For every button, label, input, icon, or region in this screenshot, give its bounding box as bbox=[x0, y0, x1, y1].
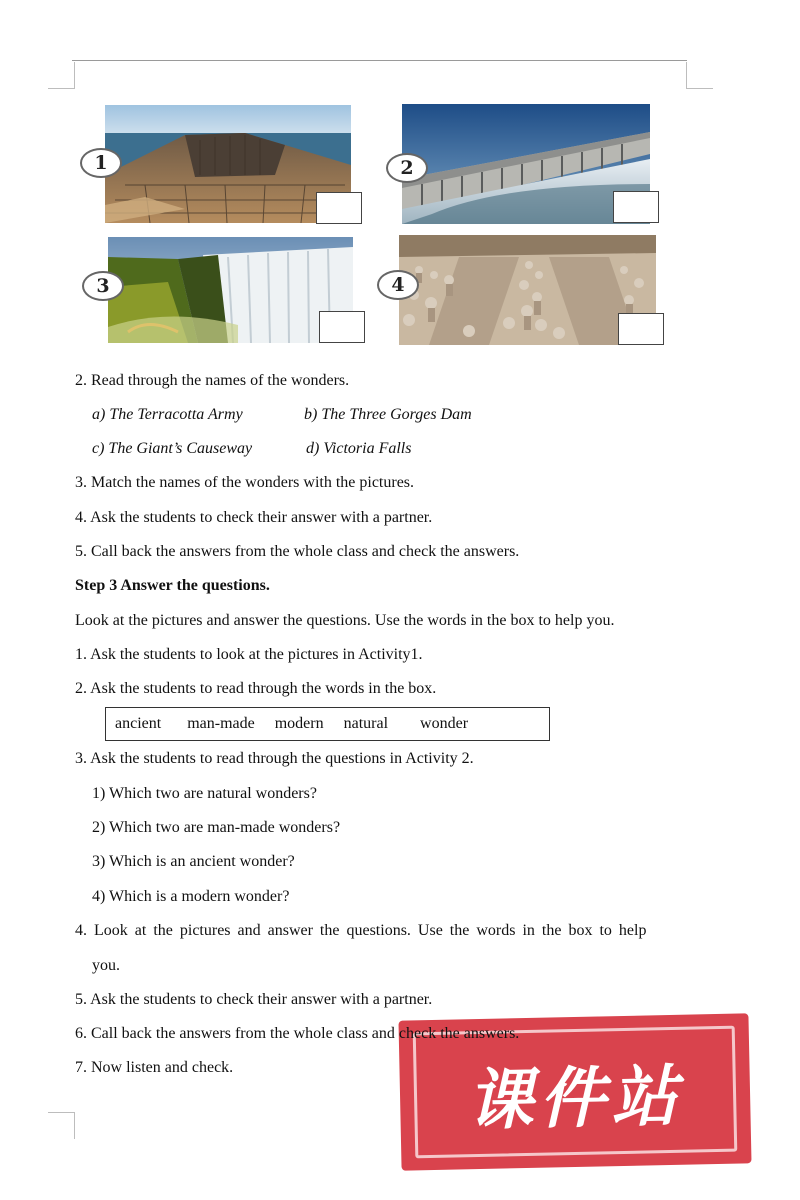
step3-item-6: 6. Call back the answers from the whole class and check the answers. bbox=[75, 1025, 520, 1042]
question-2: 2) Which two are man-made wonders? bbox=[92, 819, 341, 836]
answer-box-2[interactable] bbox=[613, 191, 659, 223]
step3-item-3: 3. Ask the students to read through the questions in Activity 2. bbox=[75, 750, 474, 767]
word-box bbox=[105, 707, 550, 741]
answer-box-4[interactable] bbox=[618, 313, 664, 345]
step3-item-2: 2. Ask the students to read through the words in the box. bbox=[75, 680, 437, 697]
word-modern: modern bbox=[274, 715, 324, 732]
option-d: d) Victoria Falls bbox=[306, 440, 412, 457]
word-natural: natural bbox=[343, 715, 389, 732]
step3-item-1: 1. Ask the students to look at the pictures in Activity1. bbox=[75, 646, 423, 663]
picture-number-2: 2 bbox=[386, 153, 428, 183]
question-4: 4) Which is a modern wonder? bbox=[92, 888, 290, 905]
answer-box-1[interactable] bbox=[316, 192, 362, 224]
word-man-made: man-made bbox=[187, 715, 255, 732]
option-c: c) The Giant’s Causeway bbox=[92, 440, 253, 457]
header-rule bbox=[72, 60, 687, 61]
question-1: 1) Which two are natural wonders? bbox=[92, 785, 317, 802]
option-b: b) The Three Gorges Dam bbox=[304, 406, 472, 423]
watermark-logo-text: 课件站 bbox=[466, 1057, 684, 1140]
instruction-check-partner: 4. Ask the students to check their answer with a partner. bbox=[75, 509, 433, 526]
photo-giants-causeway bbox=[105, 105, 351, 223]
step3-heading: Step 3 Answer the questions. bbox=[75, 577, 270, 594]
instruction-match: 3. Match the names of the wonders with the pictures. bbox=[75, 474, 415, 491]
picture-number-4: 4 bbox=[377, 270, 419, 300]
photo-victoria-falls bbox=[108, 237, 353, 343]
step3-item-5: 5. Ask the students to check their answer with a partner. bbox=[75, 991, 433, 1008]
step3-item-4-continued: you. bbox=[92, 957, 120, 974]
crop-mark-bottom-left bbox=[48, 1112, 75, 1139]
instruction-call-back: 5. Call back the answers from the whole class and check the answers. bbox=[75, 543, 520, 560]
picture-number-1: 1 bbox=[80, 148, 122, 178]
option-a: a) The Terracotta Army bbox=[92, 406, 243, 423]
question-3: 3) Which is an ancient wonder? bbox=[92, 853, 295, 870]
step3-item-4: 4. Look at the pictures and answer the questions. Use the words in the box to help bbox=[75, 922, 647, 939]
step3-intro: Look at the pictures and answer the questions. Use the words in the box to help you. bbox=[75, 612, 615, 629]
instruction-read-names: 2. Read through the names of the wonders. bbox=[75, 372, 350, 389]
crop-mark-top-right bbox=[686, 62, 713, 89]
step3-item-7: 7. Now listen and check. bbox=[75, 1059, 234, 1076]
crop-mark-top-left bbox=[48, 62, 75, 89]
picture-number-3: 3 bbox=[82, 271, 124, 301]
word-wonder: wonder bbox=[420, 715, 469, 732]
answer-box-3[interactable] bbox=[319, 311, 365, 343]
word-ancient: ancient bbox=[115, 715, 162, 732]
